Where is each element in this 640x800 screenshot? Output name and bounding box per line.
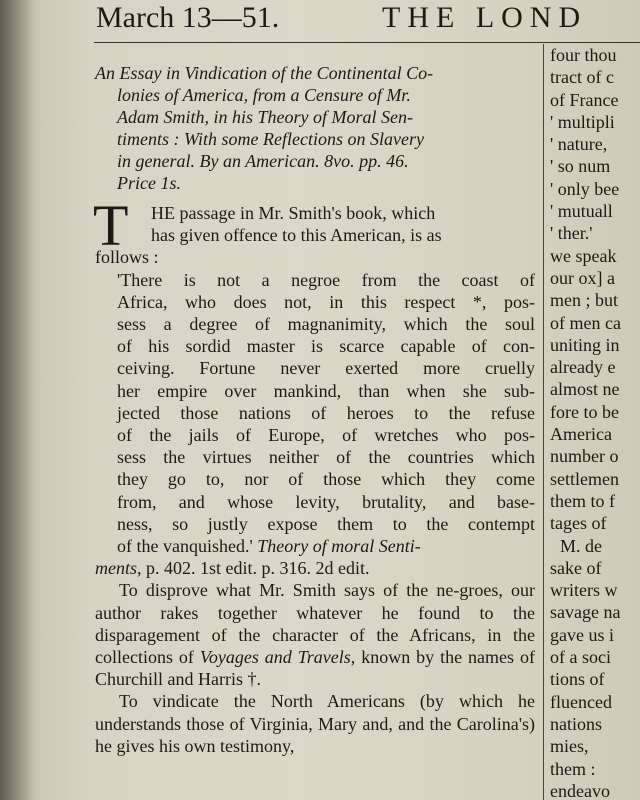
column-line: ' ther.' (550, 223, 593, 244)
smith-quotation (95, 269, 535, 580)
column-divider (543, 44, 544, 800)
quote-line: Africa, who does not, in this respect *, pos- (117, 291, 535, 312)
quote-line: of his sordid master is scarce capable of con- (117, 336, 535, 357)
quote-line: jected those nations of heroes to the refuse (117, 402, 535, 423)
quote-close (95, 535, 535, 557)
quote-line: 'There is not a negroe from the coast of (117, 269, 535, 290)
column-line: gave us i (550, 624, 614, 645)
quote-end: of the vanquished.' (117, 536, 253, 557)
column-line: of men ca (550, 312, 621, 333)
column-line: ' only bee (550, 178, 620, 199)
column-line: M. de (560, 535, 602, 556)
notice-line: An Essay in Vindication of the Continental Co- (95, 63, 434, 83)
column-line: writers w (550, 580, 618, 601)
paragraph-north-americans (95, 690, 535, 757)
column-line: tions of (550, 669, 605, 690)
quote-line: sess a degree of magnanimity, which the soul (117, 314, 535, 335)
quote-line: they go to, nor of those which they come (117, 469, 535, 490)
column-line: America (550, 424, 612, 445)
column-line: already e (550, 357, 616, 378)
notice-line: Adam Smith, in his Theory of Moral Sen- (117, 107, 413, 127)
book-notice (95, 62, 535, 194)
paragraph-text: To vindicate the North Americans (by which he understands those of Virginia, Mary and, and the Carolina's) he gives his own testimony, (95, 691, 535, 756)
main-column (95, 62, 535, 757)
column-line: ' so num (550, 156, 611, 177)
column-line: them to f (550, 490, 615, 511)
column-line: tages of (550, 513, 607, 534)
opening-paragraph (93, 193, 535, 269)
citation-continued (95, 557, 535, 579)
column-line: we speak (550, 245, 617, 266)
opening-line: has given offence to this American, is as (151, 225, 442, 246)
notice-line: timents : With some Reflections on Slavery (117, 129, 424, 149)
column-line: of a soci (550, 647, 611, 668)
paragraph-negroes (95, 579, 535, 690)
column-line: ' nature, (550, 134, 608, 155)
notice-line: lonies of America, from a Censure of Mr. (117, 85, 411, 105)
column-line: ' multipli (550, 111, 615, 132)
citation-title-end: ments (95, 558, 137, 579)
column-line: tract of c (550, 67, 614, 88)
opening-line: follows : (95, 247, 159, 268)
quote-line: her empire over mankind, than when she sub- (117, 380, 535, 401)
quote-line: of the jails of Europe, of wretches who pos- (117, 425, 535, 446)
page-gutter-shadow (0, 0, 34, 800)
header-rule (94, 42, 640, 43)
drop-cap: T (93, 193, 129, 258)
column-line: fluenced (550, 691, 612, 712)
paragraph-text: , known by the names of Churchill and Harris †. (95, 647, 535, 690)
column-line: men ; but (550, 290, 618, 311)
column-line: sake of (550, 557, 602, 578)
column-line: our ox] a (550, 267, 615, 288)
column-line: four thou (550, 45, 617, 65)
quote-line: sess the virtues neither of the countries which (117, 447, 535, 468)
notice-line: in general. By an American. 8vo. pp. 46. (117, 151, 409, 171)
adjacent-column (550, 44, 640, 800)
column-line: savage na (550, 602, 621, 623)
citation-pages: , p. 402. 1st edit. p. 316. 2d edit. (137, 558, 370, 579)
column-line: fore to be (550, 401, 619, 422)
paragraph-text: To disprove what Mr. Smith says of the ne-groes, our author rakes together whatever he found to the disparagement of the character of the Africans, in the collections of (95, 580, 535, 668)
magazine-title: THE LOND (382, 1, 588, 34)
voyages-title: Voyages and Travels (199, 647, 351, 668)
column-line: number o (550, 446, 619, 467)
column-line: nations (550, 713, 602, 734)
column-line: endeavo (550, 780, 610, 800)
column-line: settlemen (550, 468, 619, 489)
quote-line: from, and whose levity, brutality, and base- (117, 491, 535, 512)
column-line: mies, (550, 736, 589, 757)
citation-title: Theory of moral Senti- (257, 536, 421, 557)
review-article (93, 193, 535, 757)
opening-line: HE passage in Mr. Smith's book, which (151, 203, 436, 223)
quote-line: ceiving. Fortune never exerted more cruelly (117, 358, 535, 379)
column-line: almost ne (550, 379, 620, 400)
column-line: uniting in (550, 334, 620, 355)
column-line: them : (550, 758, 596, 779)
column-line: of France (550, 89, 619, 110)
issue-date: March 13—51. (96, 1, 280, 34)
running-head (96, 0, 640, 40)
column-line: ' mutuall (550, 201, 613, 222)
quote-line: ness, so justly expose them to the contempt (117, 513, 535, 534)
notice-line: Price 1s. (117, 173, 181, 193)
